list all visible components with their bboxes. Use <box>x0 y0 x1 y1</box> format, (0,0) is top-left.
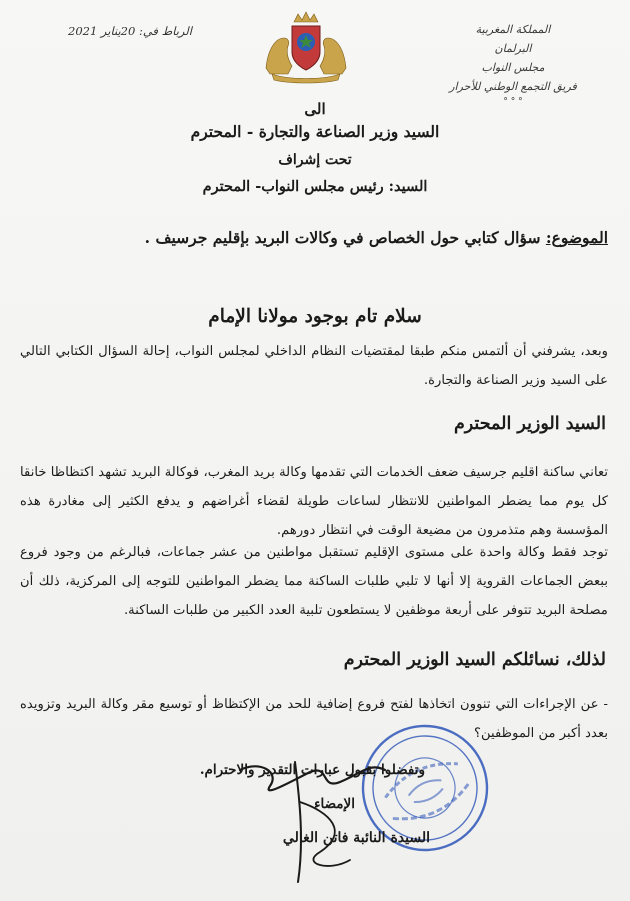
coat-of-arms-emblem <box>258 8 354 84</box>
org-line-house: مجلس النواب <box>481 61 545 74</box>
question-heading: لذلك، نسائلكم السيد الوزير المحترم <box>343 650 606 670</box>
intro-paragraph: وبعد، يشرفني أن ألتمس منكم طبقا لمقتضيات النظام الداخلي لمجلس النواب، إحالة السؤال الكتابي التالي على السيد وزير الصناعة والتجارة. <box>20 344 608 388</box>
subject-line <box>20 228 608 247</box>
subject-label: الموضوع: <box>545 228 608 247</box>
signature-label: الإمضاء <box>314 796 355 812</box>
org-line-ornament: ° ° ° <box>503 97 523 107</box>
minister-heading: السيد الوزير المحترم <box>453 414 606 434</box>
closing-formula: وتفضلوا بقبول عبارات التقدير والاحترام. <box>199 762 425 778</box>
addressee-speaker: السيد: رئيس مجلس النواب- المحترم <box>202 178 428 195</box>
org-line-kingdom: المملكة المغربية <box>475 23 551 36</box>
body-paragraph-2: توجد فقط وكالة واحدة على مستوى الإقليم تستقبل مواطنين من عشر جماعات، فبالرغم من وجود فروع ببعض الجماعات القروية إلا أنها لا تلبي طلبات الساكنة مما يضطر المواطنين للتوجه إلى المركزية، ذلك أن مصلحة البريد تتوفر على أربعة موظفين لا يستطعون تلبية العدد الكبير من طلبات الساكنة. <box>20 545 608 618</box>
org-line-parliament: البرلمان <box>494 42 532 55</box>
addressee-to: الى <box>304 100 326 118</box>
addressee-under: تحت إشراف <box>278 152 352 168</box>
body-paragraph-1: تعاني ساكنة اقليم جرسيف ضعف الخدمات التي تقدمها وكالة بريد المغرب، فوكالة البريد تشهد اكتظاظا خانقا كل يوم مما يضطر المواطنين للانتظار لساعات طويلة لقضاء أغراضهم و يدفع الكثير إلى مغادرة هذه المؤسسة وهم متذمرون من مضيعة الوقت في انتظار دورهم. <box>20 465 608 538</box>
org-line-group: فريق التجمع الوطني للأحرار <box>449 80 577 93</box>
subject-text: سؤال كتابي حول الخصاص في وكالات البريد بإقليم جرسيف . <box>144 228 541 247</box>
signatory-name: السيدة النائبة فاتن الغالي <box>282 830 430 846</box>
organization-header <box>418 20 608 108</box>
letter-date: الرباط في: 20يناير 2021 <box>68 24 192 38</box>
addressee-minister: السيد وزير الصناعة والتجارة - المحترم <box>190 122 440 141</box>
question-paragraph: - عن الإجراءات التي تنوون اتخاذها لفتح فروع إضافية للحد من الإكتظاظ أو توسيع مقر وكالة البريد وتزويده بعدد أكبر من الموظفين؟ <box>20 697 608 741</box>
greeting: سلام تام بوجود مولانا الإمام <box>208 306 422 327</box>
